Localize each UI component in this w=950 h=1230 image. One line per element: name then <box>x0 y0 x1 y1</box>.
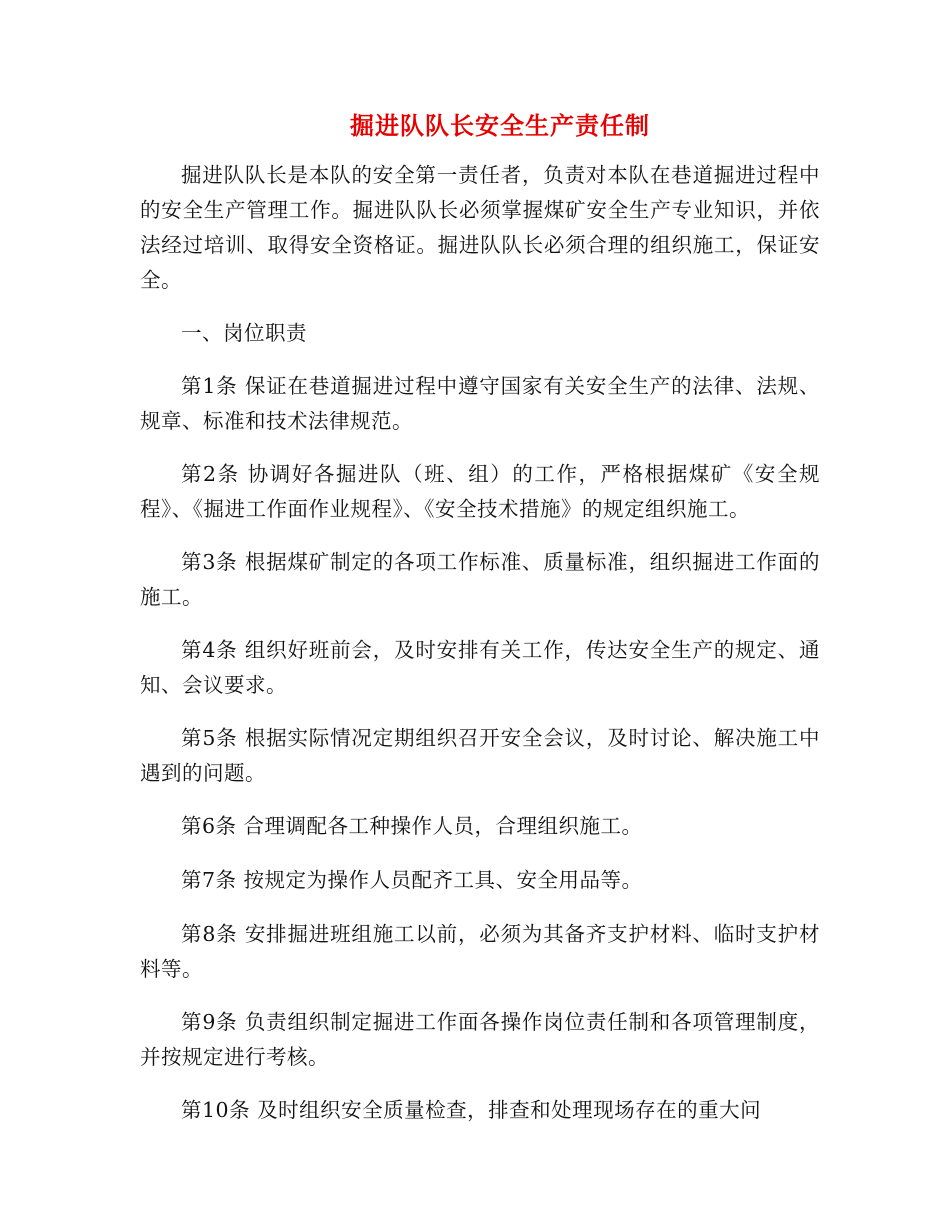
article-6: 第6条 合理调配各工种操作人员，合理组织施工。 <box>181 814 643 838</box>
article-9: 第9条 负责组织制定掘进工作面各操作岗位责任制和各项管理制度，并按规定进行考核。 <box>140 1010 820 1069</box>
document-body <box>140 158 820 1146</box>
article-3: 第3条 根据煤矿制定的各项工作标准、质量标准，组织掘进工作面的施工。 <box>140 550 820 609</box>
document-title: 掘进队队长安全生产责任制 <box>350 111 650 140</box>
article-7: 第7条 按规定为操作人员配齐工具、安全用品等。 <box>181 868 643 892</box>
article-10: 第10条 及时组织安全质量检查，排查和处理现场存在的重大问 <box>181 1098 762 1122</box>
article-8: 第8条 安排掘进班组施工以前，必须为其备齐支护材料、临时支护材料等。 <box>140 922 820 981</box>
section-heading: 一、岗位职责 <box>181 321 307 345</box>
article-2: 第2条 协调好各掘进队（班、组）的工作，严格根据煤矿《安全规程》、《掘进工作面作业规程》、《安全技术措施》的规定组织施工。 <box>140 462 820 521</box>
article-4: 第4条 组织好班前会，及时安排有关工作，传达安全生产的规定、通知、会议要求。 <box>140 638 820 697</box>
article-5: 第5条 根据实际情况定期组织召开安全会议，及时讨论、解决施工中遇到的问题。 <box>140 726 820 785</box>
intro-paragraph: 掘进队队长是本队的安全第一责任者，负责对本队在巷道掘进过程中的安全生产管理工作。掘进队队长必须掌握煤矿安全生产专业知识，并依法经过培训、取得安全资格证。掘进队队长必须合理的组织施工，保证安全。 <box>140 163 820 292</box>
article-1: 第1条 保证在巷道掘进过程中遵守国家有关安全生产的法律、法规、规章、标准和技术法律规范。 <box>140 374 820 433</box>
